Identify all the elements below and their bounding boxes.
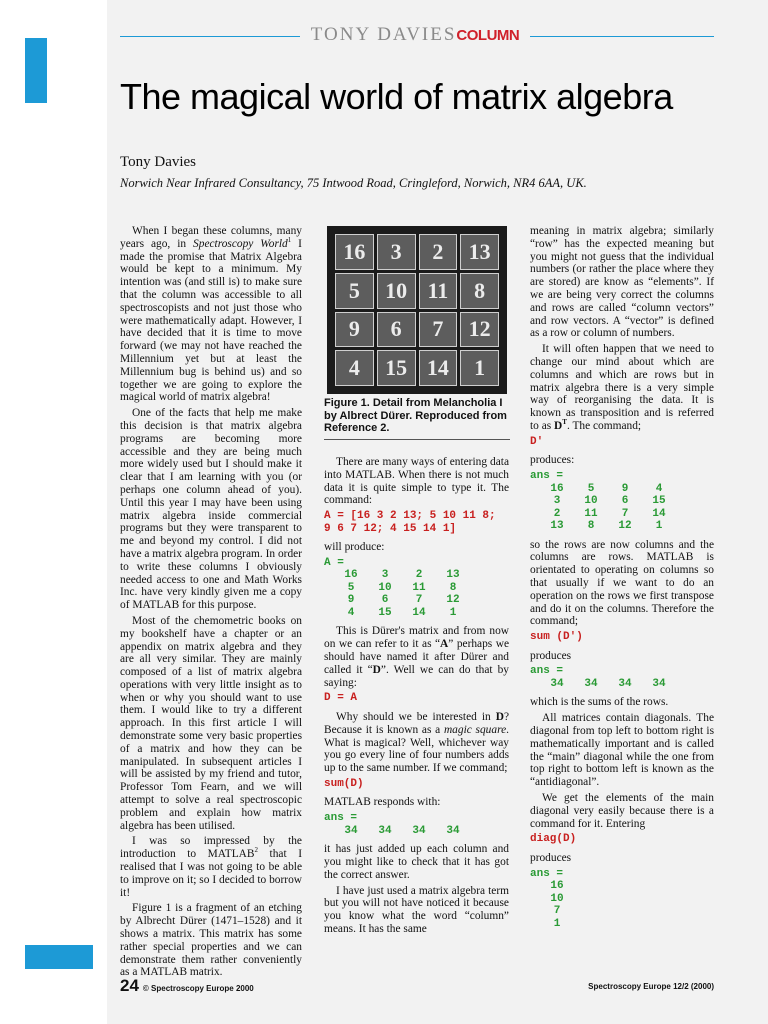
paragraph: We get the elements of the main diagonal very easily because there is a command for it. Entering bbox=[530, 792, 714, 830]
paragraph: produces bbox=[530, 851, 572, 864]
matrix-cell: 34 bbox=[344, 824, 358, 837]
paragraph: produces: bbox=[530, 454, 575, 467]
matrix-cell: 12 bbox=[446, 594, 460, 607]
matrix-cell: 14 bbox=[412, 606, 426, 619]
matrix-cell: 10 bbox=[378, 581, 392, 594]
matrix-row bbox=[334, 582, 470, 595]
matrix-row bbox=[540, 880, 574, 893]
code-block-transpose: D' bbox=[530, 435, 544, 448]
matrix-cell: 34 bbox=[446, 824, 460, 837]
matrix-row bbox=[540, 495, 676, 508]
paragraph: which is the sums of the rows. bbox=[530, 696, 669, 709]
paragraph: I was so impressed by the introduction to MATLAB$^2$ that I realised that I was not going to be able to improve on it; so I decided to borrow it! bbox=[120, 835, 302, 899]
code-block-d-equals-a: D = A bbox=[324, 692, 358, 705]
matrix-cell: 9 bbox=[621, 482, 629, 495]
column-2 bbox=[324, 456, 509, 939]
blue-edge-tab-top bbox=[25, 38, 47, 103]
matrix-cell: 15 bbox=[378, 606, 392, 619]
magic-square-cell: 5 bbox=[335, 273, 374, 309]
matrix-cell: 34 bbox=[378, 824, 392, 837]
matrix-row bbox=[334, 594, 470, 607]
magic-square-cell: 16 bbox=[335, 234, 374, 270]
matrix-cell: 16 bbox=[550, 482, 564, 495]
matrix-cell: 4 bbox=[347, 606, 355, 619]
durer-etching-image bbox=[327, 226, 507, 394]
footer-journal-issue: Spectroscopy Europe 12/2 (2000) bbox=[588, 982, 714, 991]
paragraph: One of the facts that help me make this decision is that matrix algebra programs are becoming more accessible and they are being much more widely used but I should make it clear that I am learning with you (or perhaps one column ahead of you). Until this year I may have been using matrix algebra inside commercial programs but they were transparent to me and beyond my control. I did not have a matrix algebra program. In order to write these columns I obviously needed access to one and Math Works Inc. have very kindly given me a copy of MATLAB for this purpose. bbox=[120, 407, 302, 612]
figure-1 bbox=[324, 226, 510, 440]
magic-square-cell: 14 bbox=[419, 350, 458, 386]
matrix-cell: 5 bbox=[587, 482, 595, 495]
figure-caption: Figure 1. Detail from Melancholia I by Albrect Dürer. Reproduced from Reference 2. bbox=[324, 397, 510, 440]
matrix-cell: 14 bbox=[652, 507, 666, 520]
magic-square-cell: 1 bbox=[460, 350, 499, 386]
matrix-cell: 1 bbox=[553, 917, 561, 930]
matrix-cell: 11 bbox=[584, 507, 598, 520]
matrix-row bbox=[334, 607, 470, 620]
magic-square-cell: 13 bbox=[460, 234, 499, 270]
magic-square-grid bbox=[335, 234, 499, 386]
matrix-cell: 11 bbox=[412, 581, 426, 594]
paragraph: Figure 1 is a fragment of an etching by Albrecht Dürer (1471–1528) and it shows a matrix. This matrix has some rather special properties and we can demonstrate them rather conveniently as a MATLAB matrix. bbox=[120, 902, 302, 979]
matrix-row bbox=[334, 569, 470, 582]
magic-square-cell: 9 bbox=[335, 312, 374, 348]
matrix-row bbox=[540, 483, 676, 496]
paragraph: It will often happen that we need to change our mind about which are columns and which are rows but in matrix algebra there is a very simple way of reorganising the data. It is known as transposition and is referred to as $D^T$. The command; bbox=[530, 343, 714, 432]
matrix-cell: 16 bbox=[344, 569, 358, 582]
header-rule-left bbox=[120, 36, 300, 37]
matrix-row bbox=[540, 918, 574, 931]
page-number: 24 bbox=[120, 976, 139, 995]
matrix-row bbox=[540, 893, 574, 906]
magic-square-cell: 7 bbox=[419, 312, 458, 348]
paragraph: will produce: bbox=[324, 541, 385, 554]
magic-square-cell: 11 bbox=[419, 273, 458, 309]
matrix-row bbox=[334, 825, 470, 838]
magic-square-cell: 4 bbox=[335, 350, 374, 386]
matrix-cell: 34 bbox=[412, 824, 426, 837]
code-block-diag: diag(D) bbox=[530, 833, 577, 846]
matrix-cell: 7 bbox=[621, 507, 629, 520]
paragraph: There are many ways of entering data into MATLAB. When there is not much data it is quite simple to type it. The command: bbox=[324, 456, 509, 507]
matrix-row bbox=[540, 905, 574, 918]
magic-square-cell: 12 bbox=[460, 312, 499, 348]
author-affiliation: Norwich Near Infrared Consultancy, 75 Intwood Road, Cringleford, Norwich, NR4 6AA, UK. bbox=[120, 176, 587, 190]
matrix-cell: 16 bbox=[550, 880, 564, 893]
matrix-a-output bbox=[334, 569, 470, 619]
matrix-cell: 34 bbox=[550, 677, 564, 690]
matrix-cell: 1 bbox=[655, 520, 663, 533]
row-sums-output bbox=[540, 678, 676, 691]
matrix-row bbox=[540, 508, 676, 521]
blue-edge-tab-bottom bbox=[25, 945, 93, 969]
diagonal-output bbox=[540, 880, 574, 930]
column-sums-output bbox=[334, 825, 470, 838]
paragraph: meaning in matrix algebra; similarly “row” has the expected meaning but you might not guess that the individual numbers (or rather the place where they are stored) are know as “elements”. If we are being very correct the columns and rows are called “column vectors” and row vectors. A “vector” is defined as a row or column of numbers. bbox=[530, 225, 714, 340]
matrix-cell: 34 bbox=[584, 677, 598, 690]
column-1 bbox=[120, 225, 302, 982]
matrix-cell: 34 bbox=[618, 677, 632, 690]
column-3 bbox=[530, 225, 714, 936]
paragraph: All matrices contain diagonals. The diagonal from top left to bottom right is mathematically important and is called the “main” diagonal while the one from top right to bottom left is known as the “antidiagonal”. bbox=[530, 712, 714, 789]
matrix-cell: 7 bbox=[415, 594, 423, 607]
matrix-cell: 12 bbox=[618, 520, 632, 533]
magic-square-cell: 8 bbox=[460, 273, 499, 309]
matrix-cell: 15 bbox=[652, 495, 666, 508]
paragraph: so the rows are now columns and the columns are rows. MATLAB is orientated to operating on columns so that usually if we want to do an operation on the rows we first transpose and do it on the columns. Therefore the command; bbox=[530, 538, 714, 628]
matrix-cell: 10 bbox=[584, 495, 598, 508]
matrix-cell: 4 bbox=[655, 482, 663, 495]
code-output-label: ans = bbox=[530, 665, 564, 678]
matrix-cell: 34 bbox=[652, 677, 666, 690]
magic-square-cell: 2 bbox=[419, 234, 458, 270]
matrix-cell: 7 bbox=[553, 905, 561, 918]
matrix-row bbox=[540, 678, 676, 691]
matrix-cell: 8 bbox=[587, 520, 595, 533]
article-title: The magical world of matrix algebra bbox=[120, 76, 673, 117]
paragraph: When I began these columns, many years ago, in Spectroscopy World$^1$ I made the promise that Matrix Algebra would be kept to a minimum. My intention was (and still is) to make sure that the column was accessible to all spectroscopists and not just those who were mathematically adapt. However, I have decided that it is time to move forward (we may not have reached the Millennium yet but at least the Millennium bug is behind us) and so together we are going to explore the magical world of matrix algebra! bbox=[120, 225, 302, 404]
paragraph: I have just used a matrix algebra term but you will not have noticed it because you know what the word “column” means. It has the same bbox=[324, 884, 509, 936]
matrix-cell: 8 bbox=[449, 581, 457, 594]
matrix-cell: 2 bbox=[553, 507, 561, 520]
magic-square-cell: 10 bbox=[377, 273, 416, 309]
matrix-cell: 2 bbox=[415, 569, 423, 582]
transposed-matrix-output bbox=[540, 483, 676, 533]
paragraph: produces bbox=[530, 649, 572, 662]
matrix-cell: 3 bbox=[553, 495, 561, 508]
matrix-cell: 1 bbox=[449, 606, 457, 619]
matrix-cell: 13 bbox=[550, 520, 564, 533]
magic-square-cell: 15 bbox=[377, 350, 416, 386]
matrix-cell: 6 bbox=[381, 594, 389, 607]
footer-left bbox=[120, 976, 254, 996]
paragraph: This is Dürer's matrix and from now on we can refer to it as “A” perhaps we should have named it after Dürer and called it “D”. Well we can do that by saying: bbox=[324, 625, 509, 689]
code-block-sum: sum(D) bbox=[324, 777, 364, 790]
header-rule-right bbox=[530, 36, 714, 37]
matrix-cell: 6 bbox=[621, 495, 629, 508]
magic-square-cell: 3 bbox=[377, 234, 416, 270]
matrix-cell: 5 bbox=[347, 581, 355, 594]
paragraph: it has just added up each column and you might like to check that it has got the correct answer. bbox=[324, 843, 509, 881]
matrix-cell: 9 bbox=[347, 594, 355, 607]
code-block-assign-a: A = [16 3 2 13; 5 10 11 8; 9 6 7 12; 4 15 14 1] bbox=[324, 510, 496, 535]
matrix-row bbox=[540, 520, 676, 533]
matrix-cell: 10 bbox=[550, 892, 564, 905]
code-output-label: A = bbox=[324, 556, 344, 569]
paragraph: MATLAB responds with: bbox=[324, 796, 441, 809]
code-output-label: ans = bbox=[530, 470, 564, 483]
matrix-cell: 3 bbox=[381, 569, 389, 582]
header-column-label: COLUMN bbox=[456, 27, 520, 44]
article-author: Tony Davies bbox=[120, 154, 197, 170]
magic-square-cell: 6 bbox=[377, 312, 416, 348]
paragraph: Why should we be interested in D? Because it is known as a magic square. What is magical? Well, whichever way you go every line of four numbers adds up to the same number. If we command; bbox=[324, 710, 509, 775]
footer-copyright: © Spectroscopy Europe 2000 bbox=[142, 984, 254, 993]
column-header bbox=[300, 24, 530, 46]
code-output-label: ans = bbox=[530, 867, 564, 880]
header-author: TONY DAVIES bbox=[310, 24, 457, 45]
paragraph: Most of the chemometric books on my bookshelf have a chapter or an appendix on matrix algebra and they are all very similar. They are mainly composed of a list of matrix algebra operations with very little insight as to when or why you should want to use them. I would like to try a different approach. In this first article I will demonstrate some very basic properties of a matrix and how they can be manipulated. In subsequent articles I will be assisted by my friend and tutor, Professor Tom Fearn, and we will attempt to solve a real spectroscopic problem and explain how matrix algebra has been utilised. bbox=[120, 614, 302, 832]
code-block-sum-transpose: sum (D') bbox=[530, 631, 583, 644]
code-output-label: ans = bbox=[324, 812, 358, 825]
matrix-cell: 13 bbox=[446, 569, 460, 582]
